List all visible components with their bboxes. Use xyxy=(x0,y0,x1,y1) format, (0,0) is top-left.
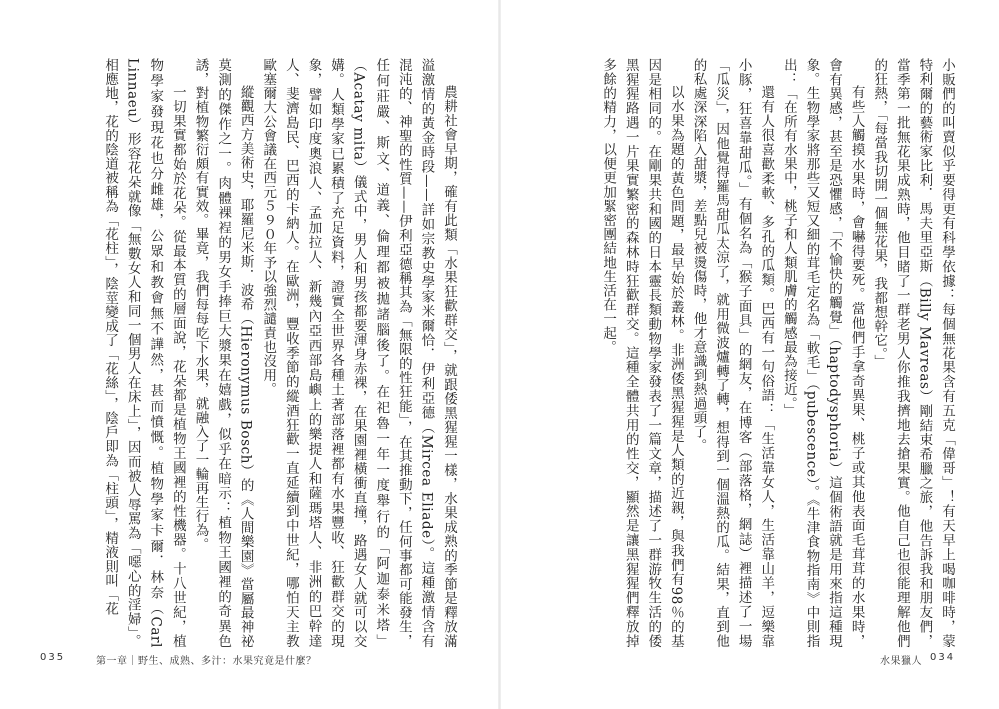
paragraph: 小販們的叫賣似乎要得更有科學依據：每個無花果含有五克「偉哥」！有天早上喝咖啡時，蒙特利爾的藝術家比利．馬夫里亞斯（Billy Mavreas）剛結束希臘之旅，他告訴我和朋友們，當季第一批無花果成熟時，他目睹了一群老男人你推我擠地去搶果實。他自己也很能理解他們的狂熱，「每當我切開一個無花果，我都想幹它。」 xyxy=(871,58,955,648)
running-header xyxy=(96,652,317,667)
page-number: 035 xyxy=(40,652,66,663)
page-number: 034 xyxy=(930,652,956,663)
chapter-title: 第一章｜野生、成熟、多汁：水果究竟是什麼？ xyxy=(96,656,317,667)
paragraph: 還有人很喜歡柔軟、多孔的瓜類。巴西有一句俗語：「生活靠女人，生活靠山羊，逗樂靠小豚，狂喜靠甜瓜。」有個名為「猴子面具」的網友，在博客（部落格，網誌）裡描述了一場「瓜災」，因他覺得羅馬甜瓜太涼了，就用微波爐轉了轉，想得到一個溫熱的瓜。結果，直到他的私處深深陷入甜漿，差點兒被燙傷時，他才意識到熱過頭了。 xyxy=(690,58,775,648)
left-footer xyxy=(40,652,65,663)
left-page-body-text xyxy=(40,58,460,648)
paragraph: 以水果為題的黃色問題，最早始於叢林。非洲倭黑猩猩是人類的近親，與我們有98％的基因是相同的。在剛果共和國的日本靈長類動物學家發表了一篇文章，描述了一群游牧生活的倭黑猩猩路遇一片果實繁密的森林時狂歡群交。這種全體共用的性交，顯然是讓黑猩猩們釋放掉多餘的精力，以便更加緊密團結地生活在一起。 xyxy=(600,58,684,648)
right-page-body-text xyxy=(540,58,958,648)
paragraph: 縱觀西方美術史，耶羅尼米斯．波希（Hieronymus Bosch）的《人間樂園》當屬最神祕莫測的傑作之一。肉體裸裎的男女手捧巨大漿果在嬉戲，似乎在暗示：植物王國裡的奇異色誘，對植物繁衍頗有實效。畢竟，我們每每吃下水果，就融入了一輪再生行為。 xyxy=(192,58,254,648)
paragraph: 一切果實都始於花朵。從最本質的層面說，花朵都是植物王國裡的性機器。十八世紀，植物學家發現花也分雌雄，公眾和教會無不譁然，甚而憤慨。植物學家卡爾．林奈（Carl Linnaeu）形容花朵就像「無數女人和同一個男人在床上」，因而被人辱罵為「噁心的淫婦」。相應地，花的陰道被稱為「花柱」，陰莖變成了「花絲」，陰戶即為「柱頭」，精液則叫「花 xyxy=(102,58,186,648)
left-page xyxy=(0,0,499,709)
running-header xyxy=(880,652,922,667)
right-page xyxy=(500,0,999,709)
paragraph: 有些人觸摸水果時，會嚇得要死。當他們手拿奇異果、桃子或其他表面毛茸茸的水果時，會有異感，甚至是恐懼感，「不愉快的觸覺」（haptodysphoria）這個術語就是用來指這種現象。生物學家將那些又短又細的茸毛定名為「軟毛」（pubescence）。《牛津食物指南》中則指出：「在所有水果中，桃子和人類肌膚的觸感最為接近。」 xyxy=(780,58,865,648)
paragraph: 農耕社會早期，確有此類「水果狂歡群交」，就跟倭黑猩猩一樣，水果成熟的季節是釋放滿溢激情的黃金時段——詳如宗教史學家米爾恰．伊利亞德（Mircea Eliade）。這種激情含有混沌的、神聖的性質——伊利亞德稱其為「無限的性狂能」，在其推動下，任何事都可能發生，任何莊嚴、斯文、道義、倫理都被拋諸腦後了。在祀魯一年一度舉行的「阿迦泰米塔」（Acatay mita）儀式中，男人和男孩都要渾身赤裸，在果園裡橫衝直撞，路遇女人就可以交媾。人類學家已累積了充足資料，證實全世界各種土著部落裡都有水果豐收、狂歡群交的現象，譬如印度奧浪人、孟加拉人、新幾內亞西部島嶼上的樂提人和薩瑪塔人、非洲的巴幹達人、斐濟島民、巴西的卡納人。在歐洲，豐收季節的縱酒狂歡一直延續到中世紀，哪怕天主教歐塞爾大公會議在西元５９０年予以強烈譴責也沒用。 xyxy=(260,58,457,648)
book-title: 水果獵人 xyxy=(880,656,922,667)
right-footer xyxy=(930,652,955,663)
